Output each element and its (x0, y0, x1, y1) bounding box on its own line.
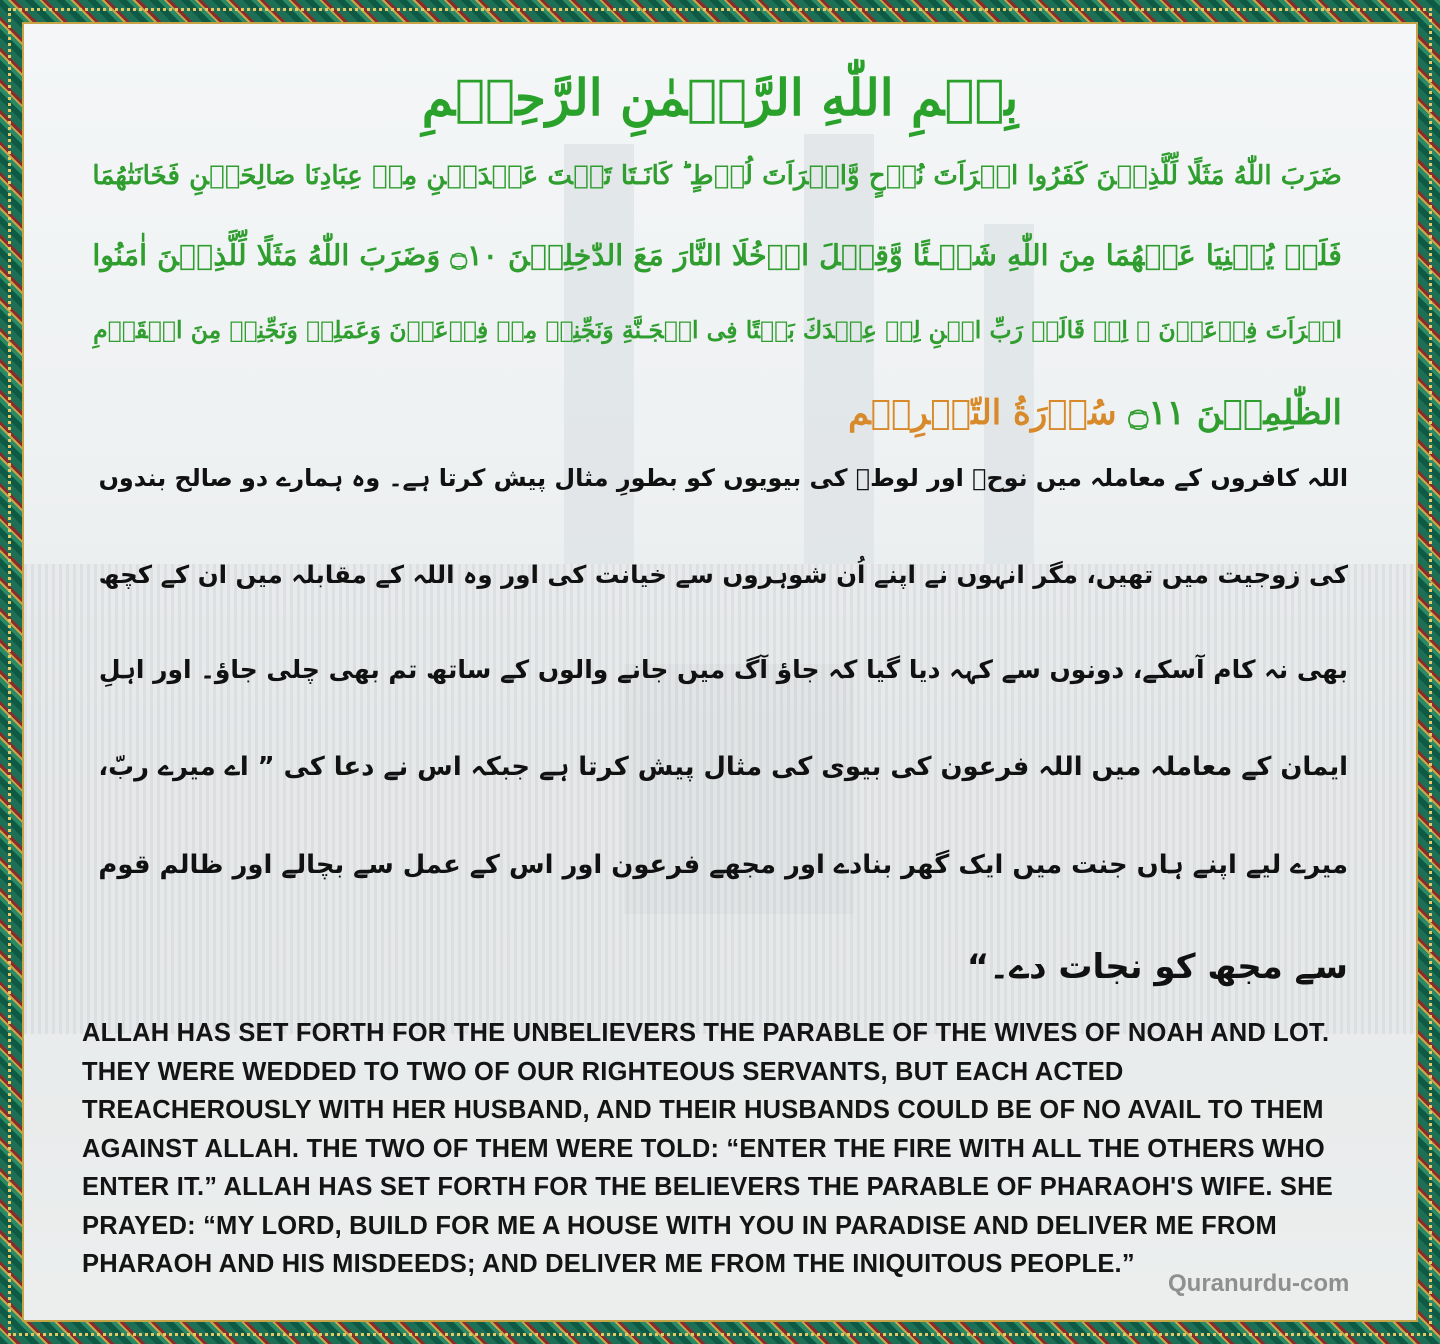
bismillah-heading: بِسۡمِ اللّٰهِ الرَّحۡمٰنِ الرَّحِيۡمِ (421, 68, 1019, 127)
urdu-translation-line: بھی نہ کام آسکے، دونوں سے کہہ دیا گیا کہ جاؤ آگ میں جانے والوں کے ساتھ تم بھی چلی جاؤ۔ اور اہلِ (98, 655, 1348, 684)
urdu-translation-line: سے مجھ کو نجات دے۔“ (966, 947, 1348, 987)
urdu-translation-line: میرے لیے اپنے ہاں جنت میں ایک گھر بنادے اور مجھے فرعون اور اس کے عمل سے بچالے اور ظالم قوم (98, 850, 1348, 880)
english-translation (82, 1014, 1372, 1284)
arabic-verse-line: امۡرَاَتَ فِرۡعَوۡنَ ۘ اِذۡ قَالَتۡ رَبِّ ابۡنِ لِىۡ عِنۡدَكَ بَيۡتًا فِى الۡجَـنَّةِ وَنَجِّنِىۡ مِنۡ فِرۡعَوۡنَ وَعَمَلِهٖ وَنَجِّنِىۡ مِنَ الۡقَوۡمِ (93, 316, 1342, 344)
english-translation-line: ALLAH HAS SET FORTH FOR THE UNBELIEVERS THE PARABLE OF THE WIVES OF NOAH AND LOT. (82, 1019, 1330, 1047)
urdu-translation-line: کی زوجیت میں تھیں، مگر انہوں نے اپنے اُن شوہروں سے خیانت کی اور وہ اللہ کے مقابلہ میں ان کے کچھ (98, 560, 1348, 589)
arabic-verse-end: الظّٰلِمِيۡنَ ۝١١ (1128, 393, 1342, 433)
watermark: Quranurdu-com (1168, 1270, 1350, 1297)
urdu-translation-line: اللہ کافروں کے معاملہ میں نوحؑ اور لوطؑ کی بیویوں کو بطورِ مثال پیش کرتا ہے۔ وہ ہمارے دو صالح بندوں (98, 464, 1348, 492)
english-translation-line: PRAYED: “MY LORD, BUILD FOR ME A HOUSE WITH YOU IN PARADISE AND DELIVER ME FROM (82, 1211, 1278, 1240)
background-minaret (564, 144, 634, 564)
background-minaret (804, 134, 874, 564)
english-translation-line: PHARAOH AND HIS MISDEEDS; AND DELIVER ME FROM THE INIQUITOUS PEOPLE.” (82, 1250, 1135, 1278)
english-translation-line: TREACHEROUSLY WITH HER HUSBAND, AND THEIR HUSBANDS COULD BE OF NO AVAIL TO THEM (82, 1096, 1324, 1124)
english-translation-line: ENTER IT.” ALLAH HAS SET FORTH FOR THE BELIEVERS THE PARABLE OF PHARAOH'S WIFE. SHE (82, 1173, 1333, 1201)
english-translation-line: THEY WERE WEDDED TO TWO OF OUR RIGHTEOUS SERVANTS, BUT EACH ACTED (82, 1057, 1124, 1086)
urdu-translation-line: ایمان کے معاملہ میں اللہ فرعون کی بیوی کی مثال پیش کرتا ہے جبکہ اس نے دعا کی ” اے میرے ربّ، (98, 752, 1348, 782)
arabic-verse-line-last (102, 392, 1342, 433)
surah-name: سُوۡرَةُ التّحۡرِيۡم (848, 393, 1117, 433)
arabic-verse-line: ضَرَبَ اللّٰهُ مَثَلًا لِّلَّذِيۡنَ كَفَرُوا امۡرَاَتَ نُوۡحٍ وَّامۡرَاَتَ لُوۡطٍ ؕ كَانَـتَا تَحۡتَ عَبۡدَيۡنِ مِنۡ عِبَادِنَا صَالِحَيۡنِ فَخَانَتٰهُمَا (92, 160, 1342, 191)
arabic-verse-line: فَلَمۡ يُغۡنِيَا عَنۡهُمَا مِنَ اللّٰهِ شَيۡـئًا وَّقِيۡلَ ادۡخُلَا النَّارَ مَعَ الدّٰخِلِيۡنَ ۝١٠ وَضَرَبَ اللّٰهُ مَثَلًا لِّلَّذِيۡنَ اٰمَنُوا (92, 238, 1342, 272)
english-translation-line: AGAINST ALLAH. THE TWO OF THEM WERE TOLD: “ENTER THE FIRE WITH ALL THE OTHERS WHO (82, 1134, 1325, 1163)
